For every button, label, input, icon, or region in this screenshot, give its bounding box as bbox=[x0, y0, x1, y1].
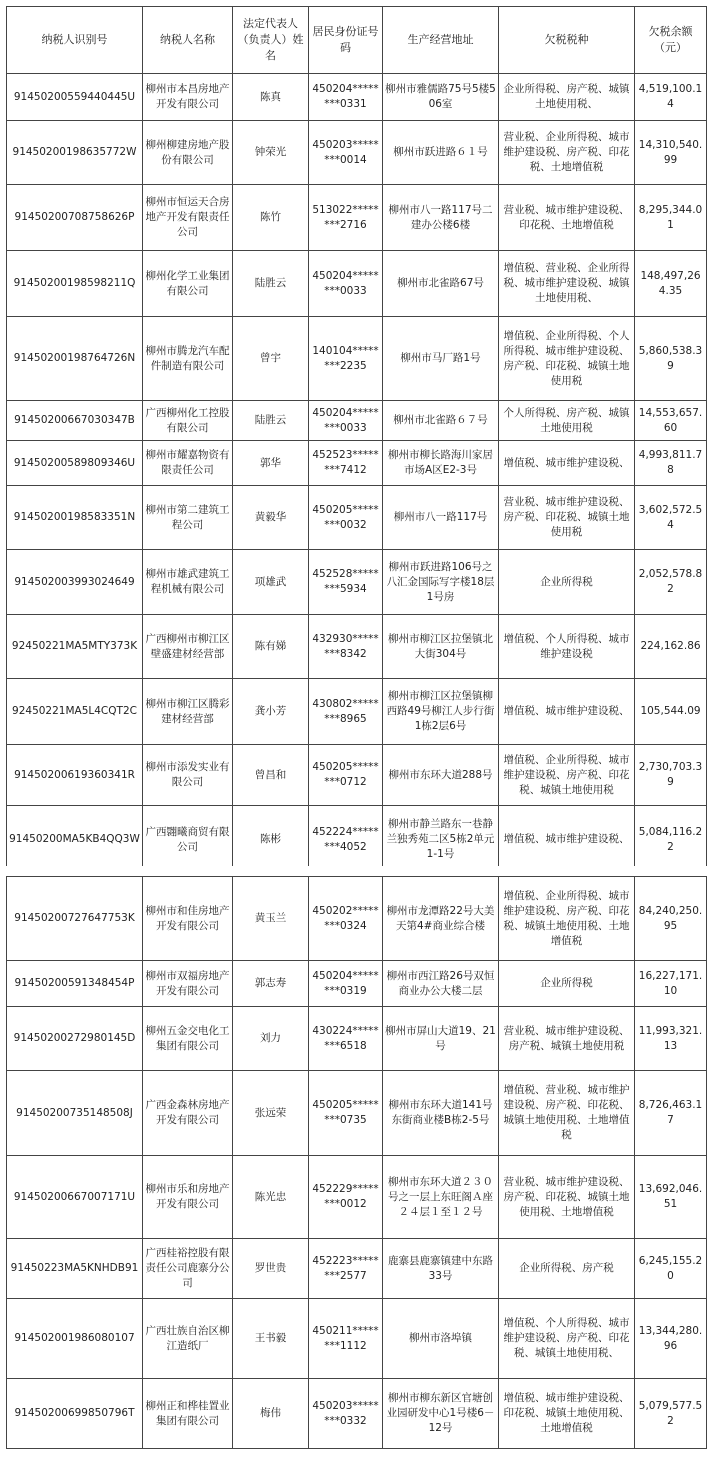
taxpayer-name-cell: 柳州市乐和房地产开发有限公司 bbox=[143, 1156, 233, 1239]
address-cell: 柳州市马厂路1号 bbox=[383, 317, 499, 401]
taxpayer-name-cell: 柳州正和桦桂置业集团有限公司 bbox=[143, 1379, 233, 1449]
arrears-amount-cell: 2,730,703.39 bbox=[635, 745, 707, 806]
tax-types-cell: 增值税、城市维护建设税、 bbox=[499, 806, 635, 874]
legal-rep-cell: 王书毅 bbox=[233, 1299, 309, 1379]
tax-types-cell: 增值税、企业所得税、城市维护建设税、房产税、印花税、城镇土地使用税 bbox=[499, 745, 635, 806]
id-card-cell: 452224********4052 bbox=[309, 806, 383, 874]
address-cell: 柳州市雅儒路75号5楼506室 bbox=[383, 74, 499, 121]
tax-types-cell: 企业所得税 bbox=[499, 961, 635, 1007]
table-row bbox=[7, 486, 707, 550]
legal-rep-cell: 陆胜云 bbox=[233, 251, 309, 317]
legal-rep-cell: 刘力 bbox=[233, 1007, 309, 1071]
legal-rep-cell: 张远荣 bbox=[233, 1071, 309, 1156]
tax-types-cell: 营业税、企业所得税、城市维护建设税、房产税、印花税、土地增值税 bbox=[499, 121, 635, 185]
tax-types-cell: 企业所得税、房产税、城镇土地使用税、 bbox=[499, 74, 635, 121]
address-cell: 柳州市静兰路东一巷静兰独秀苑二区5栋2单元1-1号 bbox=[383, 806, 499, 874]
taxpayer-id-cell: 91450200198583351N bbox=[7, 486, 143, 550]
legal-rep-cell: 黄毅华 bbox=[233, 486, 309, 550]
tax-types-cell: 增值税、城市维护建设税、印花税、城镇土地使用税、土地增值税 bbox=[499, 1379, 635, 1449]
taxpayer-name-cell: 柳州化学工业集团有限公司 bbox=[143, 251, 233, 317]
taxpayer-id-cell: 91450200589809346U bbox=[7, 441, 143, 486]
table-row bbox=[7, 745, 707, 806]
table-row bbox=[7, 1007, 707, 1071]
arrears-amount-cell: 105,544.09 bbox=[635, 679, 707, 745]
address-cell: 柳州市洛埠镇 bbox=[383, 1299, 499, 1379]
header-tax-types: 欠税税种 bbox=[499, 7, 635, 74]
tax-types-cell: 增值税、城市维护建设税、 bbox=[499, 679, 635, 745]
address-cell: 柳州市东环大道２３０号之一层上东旺阁Ａ座２４层１至１２号 bbox=[383, 1156, 499, 1239]
id-card-cell: 430224********6518 bbox=[309, 1007, 383, 1071]
taxpayer-name-cell: 广西柳州市柳江区壁盛建材经营部 bbox=[143, 615, 233, 679]
tax-arrears-table-continued bbox=[6, 876, 707, 1449]
taxpayer-id-cell: 91450200198764726N bbox=[7, 317, 143, 401]
arrears-amount-cell: 8,295,344.01 bbox=[635, 185, 707, 251]
legal-rep-cell: 陈真 bbox=[233, 74, 309, 121]
tax-types-cell: 营业税、城市维护建设税、房产税、印花税、城镇土地使用税 bbox=[499, 486, 635, 550]
header-taxpayer-name: 纳税人名称 bbox=[143, 7, 233, 74]
taxpayer-id-cell: 91450200619360341R bbox=[7, 745, 143, 806]
address-cell: 柳州市北雀路６７号 bbox=[383, 401, 499, 441]
taxpayer-name-cell: 柳州市恒运天合房地产开发有限责任公司 bbox=[143, 185, 233, 251]
table-row bbox=[7, 251, 707, 317]
taxpayer-name-cell: 广西柳州化工控股有限公司 bbox=[143, 401, 233, 441]
arrears-amount-cell: 11,993,321.13 bbox=[635, 1007, 707, 1071]
taxpayer-id-cell: 92450221MA5L4CQT2C bbox=[7, 679, 143, 745]
taxpayer-name-cell: 广西壮族自治区柳江造纸厂 bbox=[143, 1299, 233, 1379]
address-cell: 柳州市柳东新区官塘创业园研发中心1号楼6－12号 bbox=[383, 1379, 499, 1449]
tax-types-cell: 营业税、城市维护建设税、房产税、城镇土地使用税 bbox=[499, 1007, 635, 1071]
header-id-card: 居民身份证号码 bbox=[309, 7, 383, 74]
arrears-amount-cell: 14,310,540.99 bbox=[635, 121, 707, 185]
legal-rep-cell: 郭华 bbox=[233, 441, 309, 486]
legal-rep-cell: 陈光忠 bbox=[233, 1156, 309, 1239]
tax-types-cell: 增值税、个人所得税、城市维护建设税 bbox=[499, 615, 635, 679]
table-row bbox=[7, 806, 707, 874]
table-row bbox=[7, 1156, 707, 1239]
taxpayer-name-cell: 柳州市第二建筑工程公司 bbox=[143, 486, 233, 550]
taxpayer-name-cell: 广西金森林房地产开发有限公司 bbox=[143, 1071, 233, 1156]
address-cell: 柳州市西江路26号双恒商业办公大楼二层 bbox=[383, 961, 499, 1007]
tax-types-cell: 个人所得税、房产税、城镇土地使用税 bbox=[499, 401, 635, 441]
taxpayer-name-cell: 柳州五金交电化工集团有限公司 bbox=[143, 1007, 233, 1071]
id-card-cell: 450204********0319 bbox=[309, 961, 383, 1007]
table-row bbox=[7, 401, 707, 441]
table-row bbox=[7, 550, 707, 615]
arrears-amount-cell: 2,052,578.82 bbox=[635, 550, 707, 615]
address-cell: 柳州市东环大道141号东街商业楼B栋2-5号 bbox=[383, 1071, 499, 1156]
table-row bbox=[7, 74, 707, 121]
taxpayer-name-cell: 柳州市雄武建筑工程机械有限公司 bbox=[143, 550, 233, 615]
tax-types-cell: 增值税、个人所得税、城市维护建设税、房产税、印花税、城镇土地使用税、 bbox=[499, 1299, 635, 1379]
table-gap bbox=[0, 866, 715, 876]
address-cell: 柳州市柳长路海川家居市场A区E2-3号 bbox=[383, 441, 499, 486]
taxpayer-name-cell: 柳州柳建房地产股份有限公司 bbox=[143, 121, 233, 185]
id-card-cell: 450204********0033 bbox=[309, 401, 383, 441]
legal-rep-cell: 项雄武 bbox=[233, 550, 309, 615]
arrears-amount-cell: 4,993,811.78 bbox=[635, 441, 707, 486]
table-row bbox=[7, 441, 707, 486]
legal-rep-cell: 陆胜云 bbox=[233, 401, 309, 441]
taxpayer-name-cell: 柳州市和佳房地产开发有限公司 bbox=[143, 877, 233, 961]
id-card-cell: 450204********0033 bbox=[309, 251, 383, 317]
taxpayer-id-cell: 91450200699850796T bbox=[7, 1379, 143, 1449]
header-amount: 欠税余额（元） bbox=[635, 7, 707, 74]
tax-arrears-table bbox=[6, 6, 707, 874]
tax-types-cell: 增值税、企业所得税、个人所得税、城市维护建设税、房产税、印花税、城镇土地使用税 bbox=[499, 317, 635, 401]
taxpayer-id-cell: 91450200667030347B bbox=[7, 401, 143, 441]
header-legal-rep: 法定代表人（负责人）姓名 bbox=[233, 7, 309, 74]
legal-rep-cell: 梅伟 bbox=[233, 1379, 309, 1449]
table-row bbox=[7, 877, 707, 961]
tax-types-cell: 企业所得税、房产税 bbox=[499, 1239, 635, 1299]
taxpayer-id-cell: 91450200591348454P bbox=[7, 961, 143, 1007]
arrears-amount-cell: 13,344,280.96 bbox=[635, 1299, 707, 1379]
id-card-cell: 450202********0324 bbox=[309, 877, 383, 961]
taxpayer-id-cell: 92450221MA5MTY373K bbox=[7, 615, 143, 679]
address-cell: 柳州市跃进路106号之八汇金国际写字楼18层1号房 bbox=[383, 550, 499, 615]
id-card-cell: 450203********0014 bbox=[309, 121, 383, 185]
table-row bbox=[7, 615, 707, 679]
table-row bbox=[7, 317, 707, 401]
id-card-cell: 450205********0032 bbox=[309, 486, 383, 550]
tax-types-cell: 营业税、城市维护建设税、印花税、土地增值税 bbox=[499, 185, 635, 251]
arrears-amount-cell: 5,860,538.39 bbox=[635, 317, 707, 401]
taxpayer-name-cell: 柳州市本昌房地产开发有限公司 bbox=[143, 74, 233, 121]
address-cell: 柳州市东环大道288号 bbox=[383, 745, 499, 806]
taxpayer-id-cell: 91450200MA5KB4QQ3W bbox=[7, 806, 143, 874]
arrears-amount-cell: 13,692,046.51 bbox=[635, 1156, 707, 1239]
id-card-cell: 140104********2235 bbox=[309, 317, 383, 401]
taxpayer-id-cell: 914502001986080107 bbox=[7, 1299, 143, 1379]
legal-rep-cell: 曾昌和 bbox=[233, 745, 309, 806]
legal-rep-cell: 龚小芳 bbox=[233, 679, 309, 745]
taxpayer-id-cell: 914502003993024649 bbox=[7, 550, 143, 615]
legal-rep-cell: 罗世贵 bbox=[233, 1239, 309, 1299]
arrears-amount-cell: 6,245,155.20 bbox=[635, 1239, 707, 1299]
arrears-amount-cell: 5,084,116.22 bbox=[635, 806, 707, 874]
id-card-cell: 432930********8342 bbox=[309, 615, 383, 679]
taxpayer-name-cell: 广西翾曦商贸有限公司 bbox=[143, 806, 233, 874]
taxpayer-id-cell: 91450223MA5KNHDB91 bbox=[7, 1239, 143, 1299]
arrears-amount-cell: 16,227,171.10 bbox=[635, 961, 707, 1007]
id-card-cell: 452229********0012 bbox=[309, 1156, 383, 1239]
taxpayer-name-cell: 柳州市腾龙汽车配件制造有限公司 bbox=[143, 317, 233, 401]
address-cell: 柳州市柳江区拉堡镇柳西路49号柳江人步行街1栋2层6号 bbox=[383, 679, 499, 745]
taxpayer-name-cell: 柳州市双福房地产开发有限公司 bbox=[143, 961, 233, 1007]
table-row bbox=[7, 1299, 707, 1379]
taxpayer-id-cell: 91450200272980145D bbox=[7, 1007, 143, 1071]
arrears-amount-cell: 4,519,100.14 bbox=[635, 74, 707, 121]
id-card-cell: 513022********2716 bbox=[309, 185, 383, 251]
tax-types-cell: 增值税、营业税、企业所得税、城市维护建设税、城镇土地使用税、 bbox=[499, 251, 635, 317]
legal-rep-cell: 郭志寿 bbox=[233, 961, 309, 1007]
legal-rep-cell: 陈有娣 bbox=[233, 615, 309, 679]
arrears-amount-cell: 5,079,577.52 bbox=[635, 1379, 707, 1449]
address-cell: 柳州市八一路117号 bbox=[383, 486, 499, 550]
address-cell: 柳州市龙潭路22号大美天第4#商业综合楼 bbox=[383, 877, 499, 961]
tax-types-cell: 增值税、企业所得税、城市维护建设税、房产税、印花税、城镇土地使用税、土地增值税 bbox=[499, 877, 635, 961]
table-row bbox=[7, 679, 707, 745]
arrears-amount-cell: 224,162.86 bbox=[635, 615, 707, 679]
id-card-cell: 452223********2577 bbox=[309, 1239, 383, 1299]
taxpayer-name-cell: 柳州市耀嘉物资有限责任公司 bbox=[143, 441, 233, 486]
table-row bbox=[7, 185, 707, 251]
tax-types-cell: 营业税、城市维护建设税、房产税、印花税、城镇土地使用税、土地增值税 bbox=[499, 1156, 635, 1239]
address-cell: 柳州市八一路117号二建办公楼6楼 bbox=[383, 185, 499, 251]
table-row bbox=[7, 1239, 707, 1299]
legal-rep-cell: 黄玉兰 bbox=[233, 877, 309, 961]
taxpayer-id-cell: 91450200198598211Q bbox=[7, 251, 143, 317]
legal-rep-cell: 钟荣光 bbox=[233, 121, 309, 185]
id-card-cell: 430802********8965 bbox=[309, 679, 383, 745]
id-card-cell: 452528********5934 bbox=[309, 550, 383, 615]
id-card-cell: 450205********0735 bbox=[309, 1071, 383, 1156]
table-row bbox=[7, 1071, 707, 1156]
id-card-cell: 450204********0331 bbox=[309, 74, 383, 121]
table-header-row bbox=[7, 7, 707, 74]
address-cell: 柳州市跃进路６１号 bbox=[383, 121, 499, 185]
legal-rep-cell: 陈彬 bbox=[233, 806, 309, 874]
header-taxpayer-id: 纳税人识别号 bbox=[7, 7, 143, 74]
id-card-cell: 450211********1112 bbox=[309, 1299, 383, 1379]
taxpayer-id-cell: 91450200708758626P bbox=[7, 185, 143, 251]
id-card-cell: 450203********0332 bbox=[309, 1379, 383, 1449]
arrears-amount-cell: 84,240,250.95 bbox=[635, 877, 707, 961]
legal-rep-cell: 陈竹 bbox=[233, 185, 309, 251]
address-cell: 鹿寨县鹿寨镇建中东路33号 bbox=[383, 1239, 499, 1299]
taxpayer-name-cell: 广西桂裕控股有限责任公司鹿寨分公司 bbox=[143, 1239, 233, 1299]
address-cell: 柳州市北雀路67号 bbox=[383, 251, 499, 317]
header-address: 生产经营地址 bbox=[383, 7, 499, 74]
taxpayer-name-cell: 柳州市柳江区腾彩建材经营部 bbox=[143, 679, 233, 745]
address-cell: 柳州市柳江区拉堡镇北大街304号 bbox=[383, 615, 499, 679]
arrears-amount-cell: 8,726,463.17 bbox=[635, 1071, 707, 1156]
address-cell: 柳州市屏山大道19、21号 bbox=[383, 1007, 499, 1071]
legal-rep-cell: 曾宇 bbox=[233, 317, 309, 401]
arrears-amount-cell: 14,553,657.60 bbox=[635, 401, 707, 441]
arrears-amount-cell: 148,497,264.35 bbox=[635, 251, 707, 317]
table-row bbox=[7, 961, 707, 1007]
taxpayer-id-cell: 91450200727647753K bbox=[7, 877, 143, 961]
tax-types-cell: 增值税、营业税、城市维护建设税、房产税、印花税、城镇土地使用税、土地增值税 bbox=[499, 1071, 635, 1156]
table-row bbox=[7, 121, 707, 185]
id-card-cell: 452523********7412 bbox=[309, 441, 383, 486]
arrears-amount-cell: 3,602,572.54 bbox=[635, 486, 707, 550]
table-row bbox=[7, 1379, 707, 1449]
taxpayer-id-cell: 91450200559440445U bbox=[7, 74, 143, 121]
taxpayer-id-cell: 91450200735148508J bbox=[7, 1071, 143, 1156]
id-card-cell: 450205********0712 bbox=[309, 745, 383, 806]
taxpayer-id-cell: 91450200198635772W bbox=[7, 121, 143, 185]
tax-types-cell: 企业所得税 bbox=[499, 550, 635, 615]
taxpayer-name-cell: 柳州市添发实业有限公司 bbox=[143, 745, 233, 806]
taxpayer-id-cell: 91450200667007171U bbox=[7, 1156, 143, 1239]
tax-types-cell: 增值税、城市维护建设税、 bbox=[499, 441, 635, 486]
